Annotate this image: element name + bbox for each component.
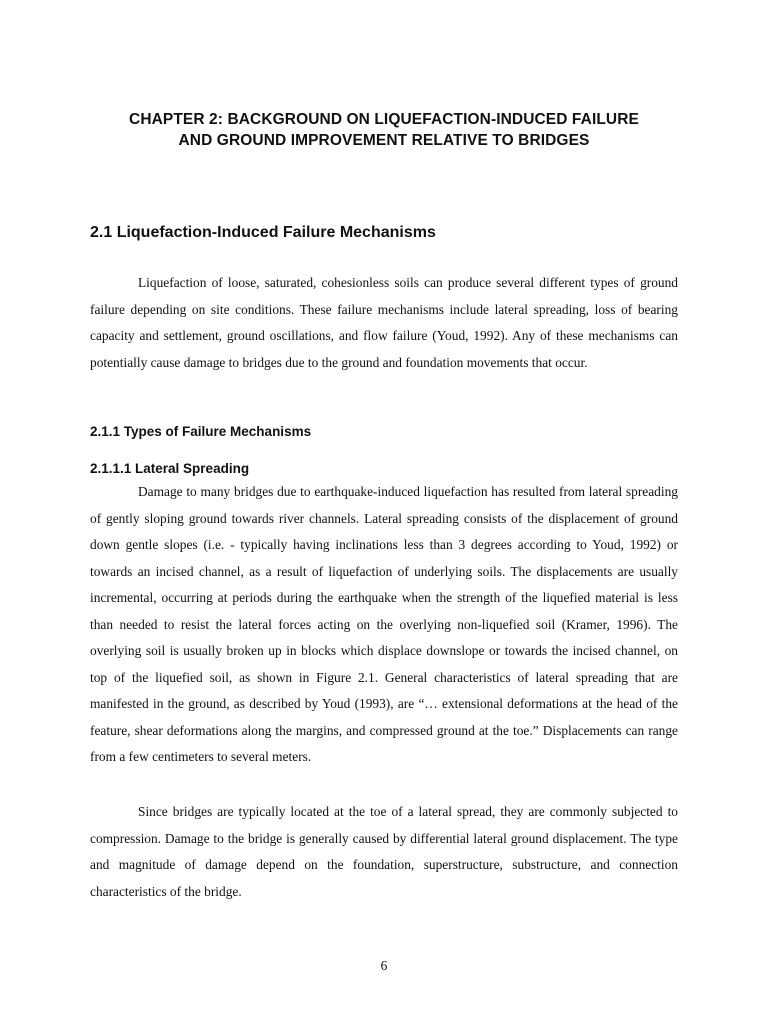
lateral-spreading-paragraph-2: Since bridges are typically located at the toe of a lateral spread, they are commonly subjected to compression. Damage to the bridge is generally caused by differential lateral ground displacement. The type and magnitude of damage depend on the foundation, superstructure, substructure, and connection characteristics of the bridge. [90, 804, 678, 899]
subsection-heading: 2.1.1 Types of Failure Mechanisms [90, 424, 312, 439]
section-heading: 2.1 Liquefaction-Induced Failure Mechanisms [90, 224, 436, 241]
section-intro-paragraph: Liquefaction of loose, saturated, cohesionless soils can produce several different types of ground failure depending on site conditions. These failure mechanisms include lateral spreading, loss of bearing capacity and settlement, ground oscillations, and flow failure (Youd, 1992). Any of these mechanisms can potentially cause damage to bridges due to the ground and foundation movements that occur. [90, 275, 678, 370]
page-number: 6 [380, 958, 388, 973]
chapter-title [60, 109, 708, 151]
subsubsection-heading: 2.1.1.1 Lateral Spreading [90, 461, 250, 476]
chapter-title-line-2: AND GROUND IMPROVEMENT RELATIVE TO BRIDGES [178, 132, 590, 149]
lateral-spreading-paragraph-1: Damage to many bridges due to earthquake-induced liquefaction has resulted from lateral spreading of gently sloping ground towards river channels. Lateral spreading consists of the displacement of ground down gentle slopes (i.e. - typically having inclinations less than 3 degrees according to Youd, 1992) or towards an incised channel, as a result of liquefaction of underlying soils. The displacements are usually incremental, occurring at periods during the earthquake when the strength of the liquefied material is less than needed to resist the lateral forces acting on the overlying non-liquefied soil (Kramer, 1996). The overlying soil is usually broken up in blocks which displace downslope or towards the incised channel, on top of the liquefied soil, as shown in Figure 2.1. General characteristics of lateral spreading that are manifested in the ground, as described by Youd (1993), are “… extensional deformations at the head of the feature, shear deformations along the margins, and compressed ground at the toe.” Displacements can range from a few centimeters to several meters. [90, 484, 678, 764]
chapter-title-line-1: CHAPTER 2: BACKGROUND ON LIQUEFACTION-INDUCED FAILURE [129, 111, 639, 128]
